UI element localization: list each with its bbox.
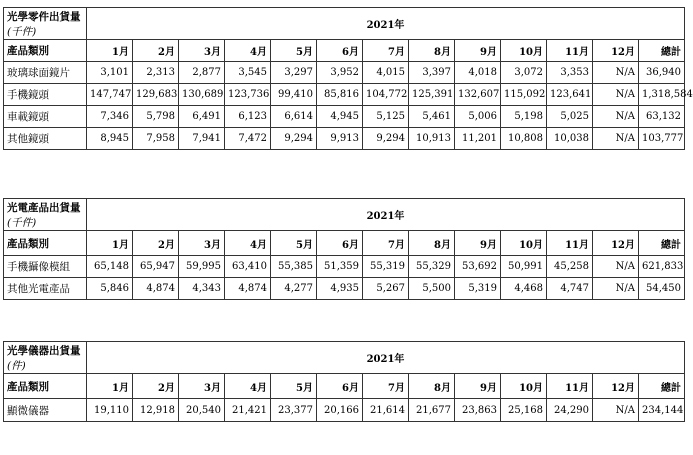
- month-header: 7月: [363, 374, 409, 399]
- table-cell: 7,346: [87, 106, 133, 128]
- month-header: 1月: [87, 374, 133, 399]
- table-row: [4, 278, 685, 300]
- table-cell: 3,952: [317, 62, 363, 84]
- table-cell: 51,359: [317, 256, 363, 278]
- month-header: 9月: [455, 231, 501, 256]
- table-cell: 5,319: [455, 278, 501, 300]
- month-header: 1月: [87, 231, 133, 256]
- month-header: 11月: [547, 374, 593, 399]
- table-cell: 36,940: [639, 62, 685, 84]
- month-header: 11月: [547, 40, 593, 62]
- table-title-row: [4, 199, 685, 216]
- table-cell: 85,816: [317, 84, 363, 106]
- table-cell: N/A: [593, 278, 639, 300]
- table-cell: 3,297: [271, 62, 317, 84]
- month-header: 9月: [455, 374, 501, 399]
- table-cell: 59,995: [179, 256, 225, 278]
- month-header: 7月: [363, 231, 409, 256]
- month-header: 2月: [133, 374, 179, 399]
- table-cell: 129,683: [133, 84, 179, 106]
- table-title: 光學儀器出貨量: [4, 342, 87, 359]
- table-cell: 130,689: [179, 84, 225, 106]
- table-cell: 4,343: [179, 278, 225, 300]
- table-cell: 5,006: [455, 106, 501, 128]
- table-cell: 115,092: [501, 84, 547, 106]
- table-cell: 20,540: [179, 399, 225, 422]
- table-cell: 4,874: [225, 278, 271, 300]
- table-cell: 5,461: [409, 106, 455, 128]
- table-cell: 25,168: [501, 399, 547, 422]
- table-cell: N/A: [593, 128, 639, 150]
- table-cell: 9,294: [363, 128, 409, 150]
- table-cell: 24,290: [547, 399, 593, 422]
- table-row: [4, 62, 685, 84]
- month-header: 5月: [271, 40, 317, 62]
- table-cell: 99,410: [271, 84, 317, 106]
- table-cell: 10,808: [501, 128, 547, 150]
- row-label: 手機攝像模組: [4, 256, 87, 278]
- table-row: [4, 399, 685, 422]
- table-cell: 8,945: [87, 128, 133, 150]
- table-cell: 45,258: [547, 256, 593, 278]
- table-cell: 132,607: [455, 84, 501, 106]
- month-header: 8月: [409, 231, 455, 256]
- header-row: [4, 374, 685, 399]
- table-cell: N/A: [593, 256, 639, 278]
- table-cell: 123,641: [547, 84, 593, 106]
- table-title-row: [4, 342, 685, 359]
- month-header: 總計: [639, 40, 685, 62]
- month-header: 3月: [179, 374, 225, 399]
- row-label: 玻璃球面鏡片: [4, 62, 87, 84]
- table-cell: 1,318,584: [639, 84, 685, 106]
- table-cell: 50,991: [501, 256, 547, 278]
- table-cell: 12,918: [133, 399, 179, 422]
- table-cell: 123,736: [225, 84, 271, 106]
- row-label: 顯微儀器: [4, 399, 87, 422]
- table-cell: 103,777: [639, 128, 685, 150]
- optoelectronic-products-table: [3, 198, 685, 300]
- month-header: 12月: [593, 231, 639, 256]
- table-row: [4, 128, 685, 150]
- month-header: 總計: [639, 374, 685, 399]
- table-cell: 5,125: [363, 106, 409, 128]
- table-cell: 4,945: [317, 106, 363, 128]
- month-header: 12月: [593, 40, 639, 62]
- table-title: 光電產品出貨量: [4, 199, 87, 216]
- month-header: 4月: [225, 40, 271, 62]
- table-cell: 21,614: [363, 399, 409, 422]
- month-header: 2月: [133, 231, 179, 256]
- year-label: 2021年: [87, 8, 685, 40]
- month-header: 6月: [317, 231, 363, 256]
- table-cell: 3,545: [225, 62, 271, 84]
- table-cell: 65,947: [133, 256, 179, 278]
- category-header: 產品類別: [4, 231, 87, 256]
- table-cell: 21,421: [225, 399, 271, 422]
- table-cell: 2,313: [133, 62, 179, 84]
- table-unit: (件): [4, 358, 87, 374]
- month-header: 11月: [547, 231, 593, 256]
- table-cell: 3,101: [87, 62, 133, 84]
- table-cell: 147,747: [87, 84, 133, 106]
- table-cell: 7,472: [225, 128, 271, 150]
- table-title-row: [4, 8, 685, 25]
- table-cell: 54,450: [639, 278, 685, 300]
- table-cell: 104,772: [363, 84, 409, 106]
- table-cell: 5,846: [87, 278, 133, 300]
- table-cell: 4,015: [363, 62, 409, 84]
- table-cell: 23,863: [455, 399, 501, 422]
- table-cell: 53,692: [455, 256, 501, 278]
- table-cell: 55,329: [409, 256, 455, 278]
- table-cell: 63,410: [225, 256, 271, 278]
- table-cell: 9,294: [271, 128, 317, 150]
- table-cell: 9,913: [317, 128, 363, 150]
- table-cell: 21,677: [409, 399, 455, 422]
- table-cell: 23,377: [271, 399, 317, 422]
- month-header: 10月: [501, 374, 547, 399]
- table-cell: N/A: [593, 62, 639, 84]
- row-label: 其他光電產品: [4, 278, 87, 300]
- month-header: 6月: [317, 374, 363, 399]
- table-cell: 621,833: [639, 256, 685, 278]
- header-row: [4, 40, 685, 62]
- month-header: 10月: [501, 40, 547, 62]
- table-cell: 4,747: [547, 278, 593, 300]
- table-cell: 4,468: [501, 278, 547, 300]
- month-header: 3月: [179, 231, 225, 256]
- row-label: 手機鏡頭: [4, 84, 87, 106]
- table-row: [4, 256, 685, 278]
- month-header: 4月: [225, 231, 271, 256]
- table-cell: 55,319: [363, 256, 409, 278]
- table-cell: 7,941: [179, 128, 225, 150]
- table-cell: 5,500: [409, 278, 455, 300]
- table-cell: 2,877: [179, 62, 225, 84]
- table-cell: N/A: [593, 84, 639, 106]
- table-cell: N/A: [593, 399, 639, 422]
- optical-components-table: [3, 7, 693, 150]
- table-cell: 5,267: [363, 278, 409, 300]
- row-label: 其他鏡頭: [4, 128, 87, 150]
- table-cell: 4,935: [317, 278, 363, 300]
- table-row: [4, 84, 685, 106]
- category-header: 產品類別: [4, 374, 87, 399]
- table-cell: 125,391: [409, 84, 455, 106]
- table-cell: 4,277: [271, 278, 317, 300]
- table-unit: (千件): [4, 215, 87, 231]
- table-unit: (千件): [4, 24, 87, 40]
- table-cell: 6,123: [225, 106, 271, 128]
- table-cell: 65,148: [87, 256, 133, 278]
- month-header: 6月: [317, 40, 363, 62]
- table-cell: 19,110: [87, 399, 133, 422]
- table-cell: 3,353: [547, 62, 593, 84]
- optical-instruments-table: [3, 341, 685, 422]
- month-header: 總計: [639, 231, 685, 256]
- month-header: 9月: [455, 40, 501, 62]
- table-cell: 3,397: [409, 62, 455, 84]
- month-header: 5月: [271, 231, 317, 256]
- table-cell: 234,144: [639, 399, 685, 422]
- table-cell: 6,491: [179, 106, 225, 128]
- row-label: 車載鏡頭: [4, 106, 87, 128]
- table-cell: 6,614: [271, 106, 317, 128]
- table-cell: 4,018: [455, 62, 501, 84]
- table-cell: 5,798: [133, 106, 179, 128]
- table-cell: 63,132: [639, 106, 685, 128]
- table-cell: 10,038: [547, 128, 593, 150]
- table-title: 光學零件出貨量: [4, 8, 87, 25]
- year-label: 2021年: [87, 342, 685, 374]
- month-header: 1月: [87, 40, 133, 62]
- month-header: 4月: [225, 374, 271, 399]
- table-cell: 5,198: [501, 106, 547, 128]
- month-header: 8月: [409, 374, 455, 399]
- table-cell: 55,385: [271, 256, 317, 278]
- table-cell: 20,166: [317, 399, 363, 422]
- table-cell: 10,913: [409, 128, 455, 150]
- table-cell: N/A: [593, 106, 639, 128]
- month-header: 3月: [179, 40, 225, 62]
- month-header: 2月: [133, 40, 179, 62]
- table-row: [4, 106, 685, 128]
- table-cell: 4,874: [133, 278, 179, 300]
- category-header: 產品類別: [4, 40, 87, 62]
- table-cell: 3,072: [501, 62, 547, 84]
- month-header: 5月: [271, 374, 317, 399]
- table-cell: 7,958: [133, 128, 179, 150]
- table-cell: 5,025: [547, 106, 593, 128]
- month-header: 7月: [363, 40, 409, 62]
- header-row: [4, 231, 685, 256]
- month-header: 10月: [501, 231, 547, 256]
- month-header: 12月: [593, 374, 639, 399]
- month-header: 8月: [409, 40, 455, 62]
- year-label: 2021年: [87, 199, 685, 231]
- table-cell: 11,201: [455, 128, 501, 150]
